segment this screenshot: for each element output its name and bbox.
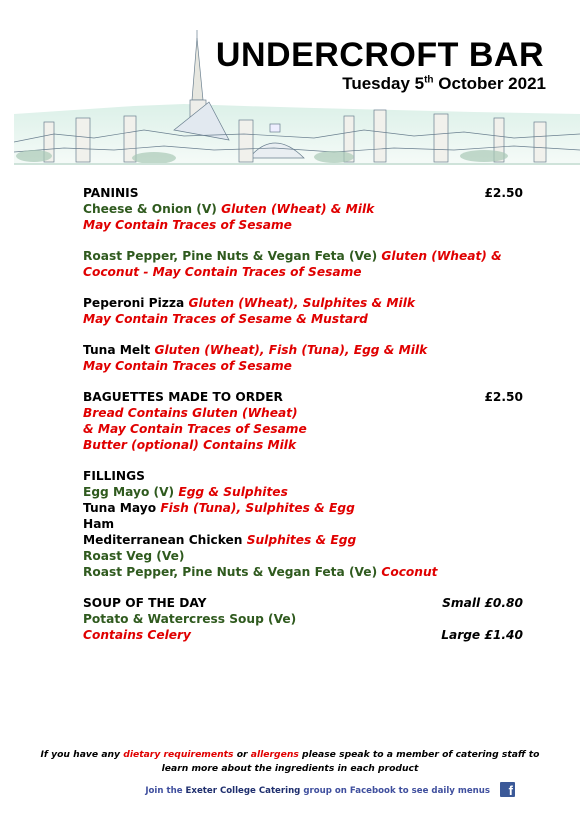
price-soup-large: Large £1.40 — [441, 628, 523, 642]
facebook-notice: Join the Exeter College Catering group on Facebook to see daily menus — [145, 786, 490, 796]
menu-item: Tuna Melt Gluten (Wheat), Fish (Tuna), Egg & Milk — [83, 343, 428, 357]
dietary-notice: If you have any dietary requirements or allergens please speak to a member of catering staff to learn more about the ingredients in each product — [40, 749, 540, 774]
facebook-group-link[interactable]: Exeter College Catering — [185, 786, 301, 796]
filling-item: Egg Mayo (V) Egg & Sulphites — [83, 485, 288, 499]
allergen-note: Coconut - May Contain Traces of Sesame — [83, 265, 362, 279]
soup-item: Potato & Watercress Soup (Ve) — [83, 612, 297, 626]
allergen-note: Bread Contains Gluten (Wheat) — [83, 406, 298, 420]
allergen-note: May Contain Traces of Sesame — [83, 359, 292, 373]
page-title: UNDERCROFT BAR — [215, 36, 544, 74]
menu-body — [83, 185, 523, 643]
filling-item: Tuna Mayo Fish (Tuna), Sulphites & Egg — [83, 501, 355, 515]
filling-item: Roast Pepper, Pine Nuts & Vegan Feta (Ve) Coconut — [83, 565, 438, 579]
price-soup-small: Small £0.80 — [442, 596, 523, 610]
section-heading-soup: SOUP OF THE DAY Small £0.80 — [83, 596, 523, 610]
allergen-note: May Contain Traces of Sesame & Mustard — [83, 312, 368, 326]
filling-item: Ham — [83, 517, 115, 531]
filling-item: Mediterranean Chicken Sulphites & Egg — [83, 533, 357, 547]
section-heading-paninis: PANINIS £2.50 — [83, 186, 523, 200]
price-baguettes: £2.50 — [484, 390, 523, 404]
filling-item: Roast Veg (Ve) — [83, 549, 185, 563]
facebook-icon[interactable]: f — [500, 782, 515, 797]
price-paninis: £2.50 — [484, 186, 523, 200]
menu-item: Cheese & Onion (V) Gluten (Wheat) & Milk — [83, 202, 375, 216]
allergen-note: May Contain Traces of Sesame — [83, 218, 292, 232]
section-heading-baguettes: BAGUETTES MADE TO ORDER £2.50 — [83, 390, 523, 404]
allergen-note: & May Contain Traces of Sesame — [83, 422, 307, 436]
menu-date: Tuesday 5th October 2021 — [342, 74, 546, 93]
soup-allergens: Contains Celery Large £1.40 — [83, 628, 523, 642]
allergen-note: Butter (optional) Contains Milk — [83, 438, 297, 452]
menu-item: Roast Pepper, Pine Nuts & Vegan Feta (Ve) Gluten (Wheat) & — [83, 249, 502, 263]
menu-item: Peperoni Pizza Gluten (Wheat), Sulphites & Milk — [83, 296, 416, 310]
section-heading-fillings: FILLINGS — [83, 469, 145, 483]
